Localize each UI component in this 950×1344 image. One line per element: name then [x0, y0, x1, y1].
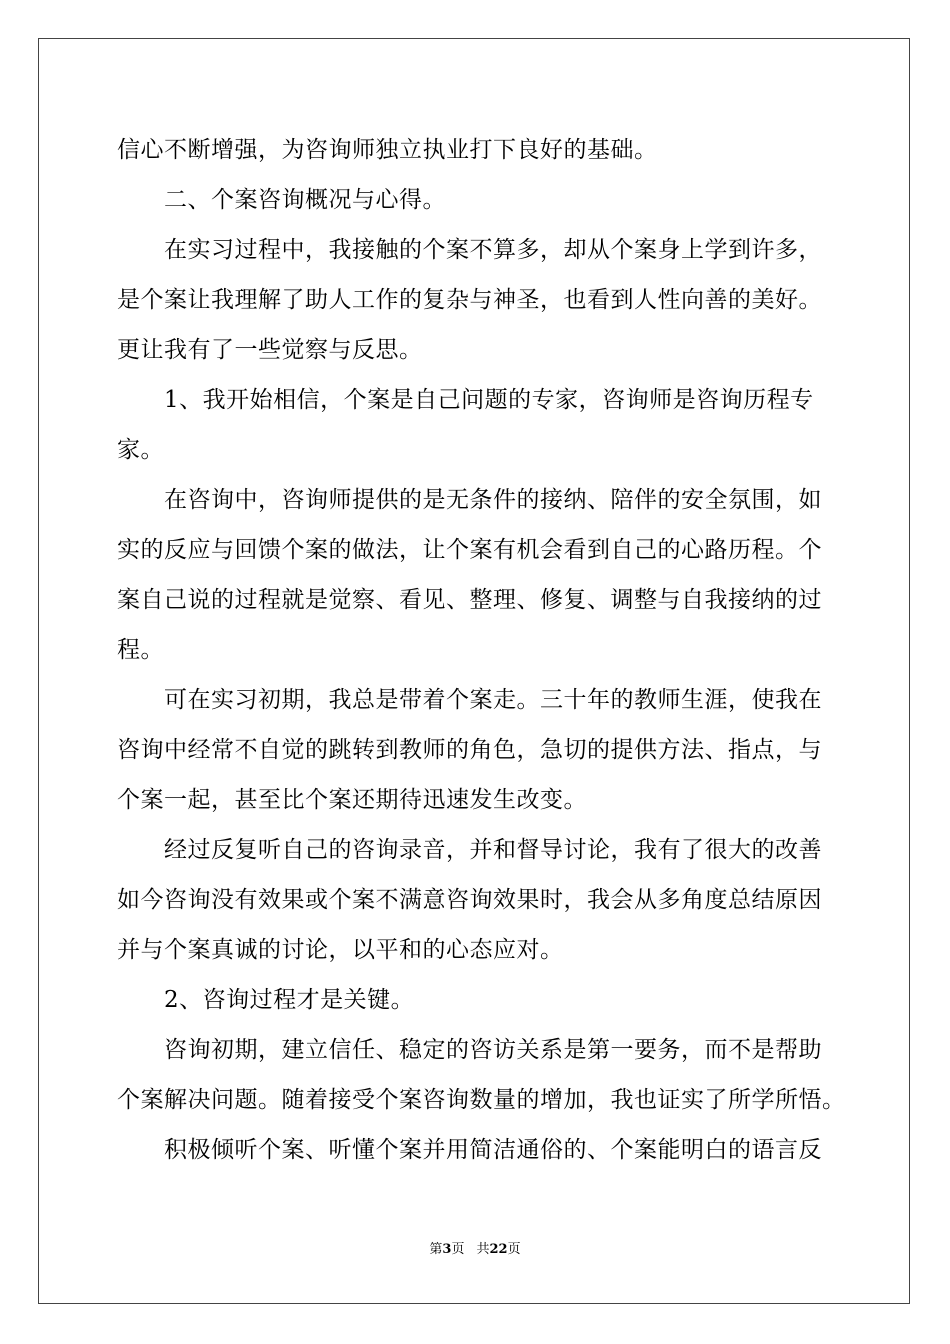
section-heading: 二、个案咨询概况与心得。	[117, 187, 446, 213]
text-line: 在咨询中，咨询师提供的是无条件的接纳、陪伴的安全氛围，如	[117, 487, 822, 513]
text-line: 积极倾听个案、听懂个案并用简洁通俗的、个案能明白的语言反	[117, 1137, 822, 1163]
text-line: 信心不断增强，为咨询师独立执业打下良好的基础。	[117, 137, 658, 163]
text-line: 是个案让我理解了助人工作的复杂与神圣，也看到人性向善的美好。	[117, 287, 822, 313]
text-line: 实的反应与回馈个案的做法，让个案有机会看到自己的心路历程。个	[117, 537, 822, 563]
page-prefix: 第	[429, 1242, 443, 1257]
text-line: 个案解决问题。随着接受个案咨询数量的增加，我也证实了所学所悟。	[117, 1087, 846, 1113]
total-suffix: 页	[507, 1242, 521, 1257]
text-line: 咨询初期，建立信任、稳定的咨访关系是第一要务，而不是帮助	[117, 1037, 822, 1063]
text-line: 案自己说的过程就是觉察、看见、整理、修复、调整与自我接纳的过	[117, 587, 822, 613]
text-line: 程。	[117, 637, 164, 663]
text-line: 可在实习初期，我总是带着个案走。三十年的教师生涯，使我在	[117, 687, 822, 713]
point-heading: 1、我开始相信，个案是自己问题的专家，咨询师是咨询历程专	[117, 387, 814, 413]
point-heading: 2、咨询过程才是关键。	[117, 987, 415, 1013]
text-line: 并与个案真诚的讨论，以平和的心态应对。	[117, 937, 564, 963]
page-current: 3	[442, 1242, 452, 1257]
text-line: 经过反复听自己的咨询录音，并和督导讨论，我有了很大的改善	[117, 837, 822, 863]
document-body	[117, 125, 846, 1175]
text-line: 更让我有了一些觉察与反思。	[117, 337, 423, 363]
page-suffix: 页	[451, 1242, 465, 1257]
text-line: 咨询中经常不自觉的跳转到教师的角色，急切的提供方法、指点，与	[117, 737, 822, 763]
text-line: 个案一起，甚至比个案还期待迅速发生改变。	[117, 787, 587, 813]
text-line: 如今咨询没有效果或个案不满意咨询效果时，我会从多角度总结原因	[117, 887, 822, 913]
page-footer	[0, 1238, 950, 1257]
total-prefix: 共	[476, 1242, 490, 1257]
text-line: 在实习过程中，我接触的个案不算多，却从个案身上学到许多，	[117, 237, 822, 263]
text-line: 家。	[117, 437, 164, 463]
page-total: 22	[489, 1242, 508, 1257]
